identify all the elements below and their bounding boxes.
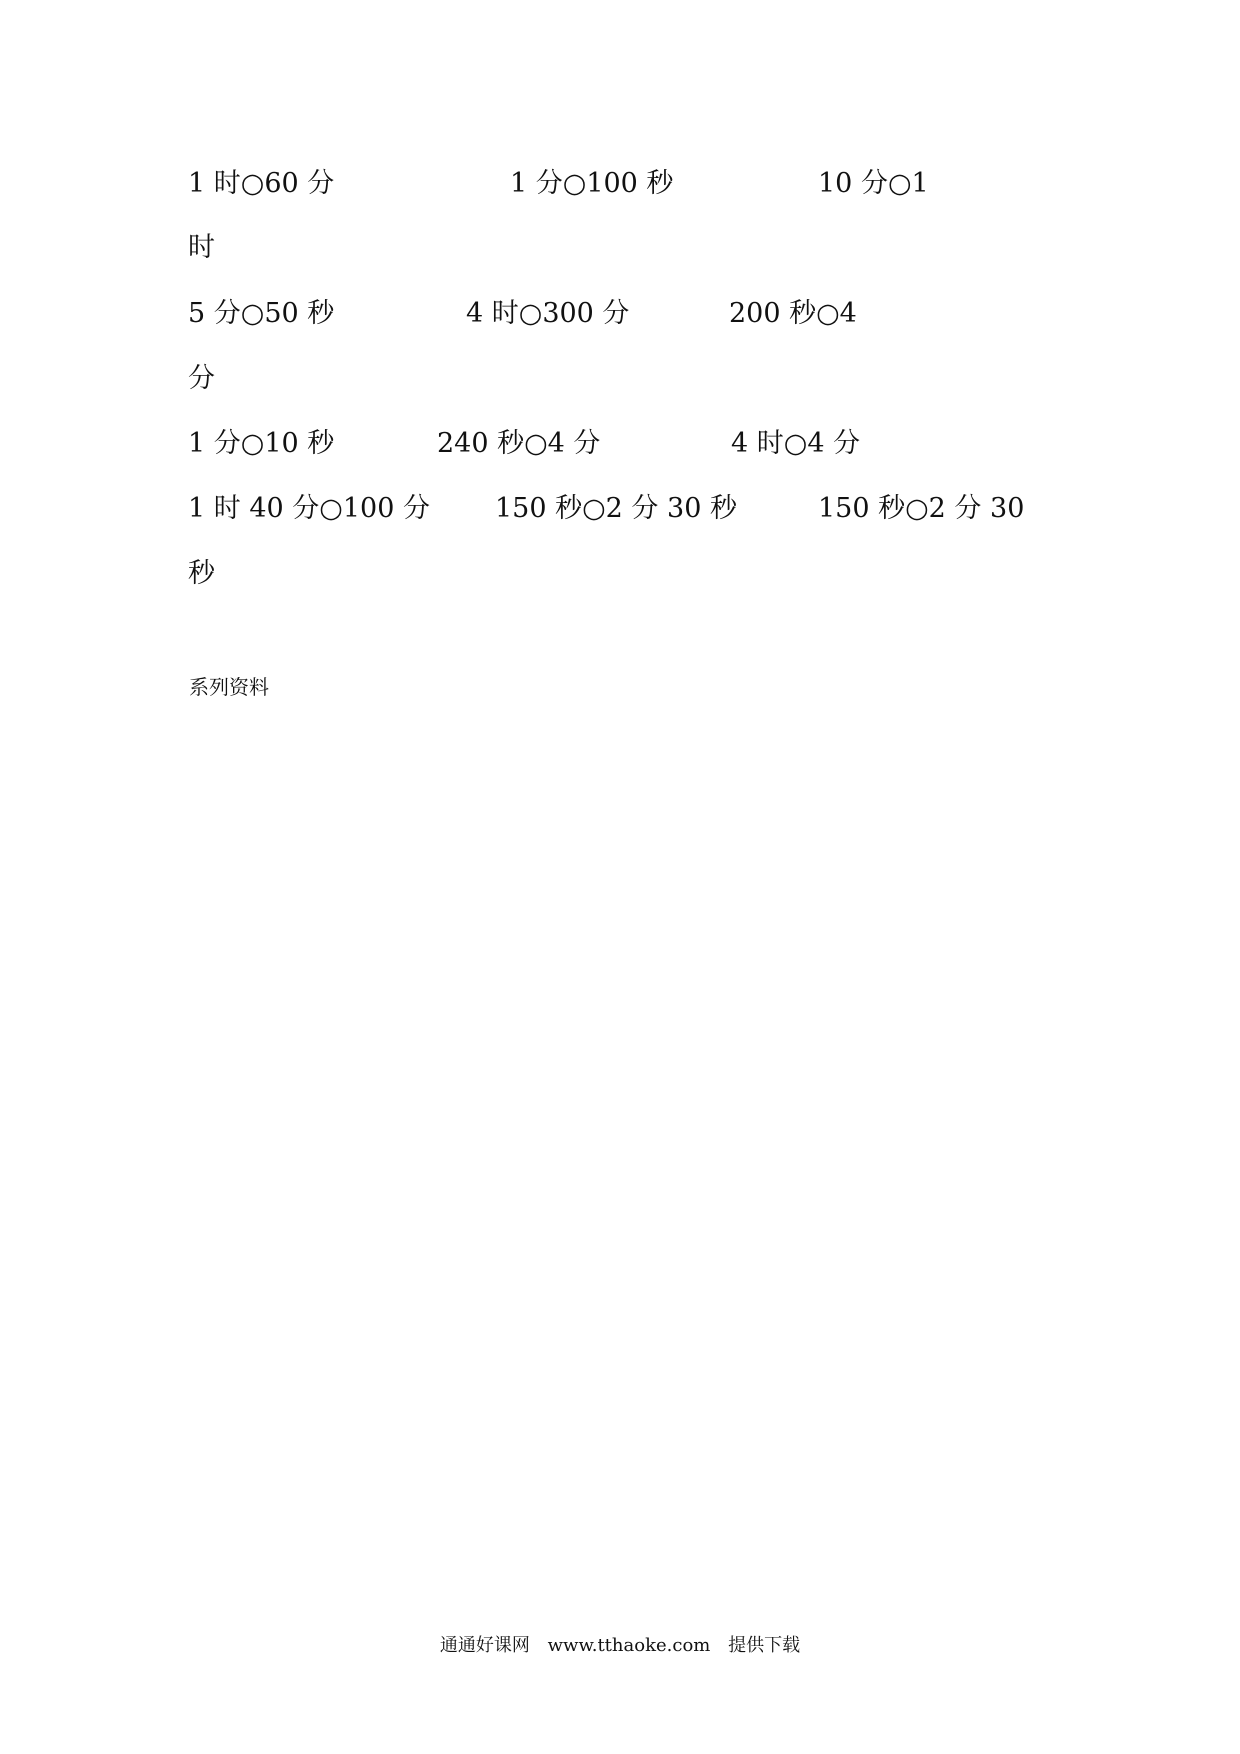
comparison-row-2 [0,292,1240,336]
comparison-item: 150 秒○2 分 30 秒 [495,493,737,524]
wrapped-unit-text: 时 [188,232,215,263]
comparison-row-2-continuation [0,357,1240,401]
comparison-row-3 [0,422,1240,466]
comparison-item: 5 分○50 秒 [188,298,335,329]
series-label: 系列资料 [189,675,269,699]
comparison-item: 1 分○100 秒 [510,168,674,199]
footer-suffix: 提供下载 [728,1635,801,1656]
comparison-item: 1 时○60 分 [188,168,335,199]
wrapped-unit-text: 分 [188,363,215,394]
comparison-item: 4 时○300 分 [466,298,630,329]
wrapped-unit-text: 秒 [188,558,215,589]
comparison-row-4-continuation [0,552,1240,596]
page-footer [0,1632,1240,1660]
comparison-row-1-continuation [0,226,1240,270]
footer-site-name: 通通好课网 [439,1635,530,1656]
footer-url: www.tthaoke.com [547,1635,711,1656]
comparison-item: 240 秒○4 分 [437,428,601,459]
comparison-row-4 [0,487,1240,531]
comparison-item: 1 时 40 分○100 分 [188,493,430,524]
comparison-row-1 [0,162,1240,206]
comparison-item: 4 时○4 分 [731,428,861,459]
comparison-item: 10 分○1 [818,168,929,199]
comparison-item: 150 秒○2 分 30 [818,493,1025,524]
comparison-item: 200 秒○4 [729,298,857,329]
comparison-item: 1 分○10 秒 [188,428,335,459]
